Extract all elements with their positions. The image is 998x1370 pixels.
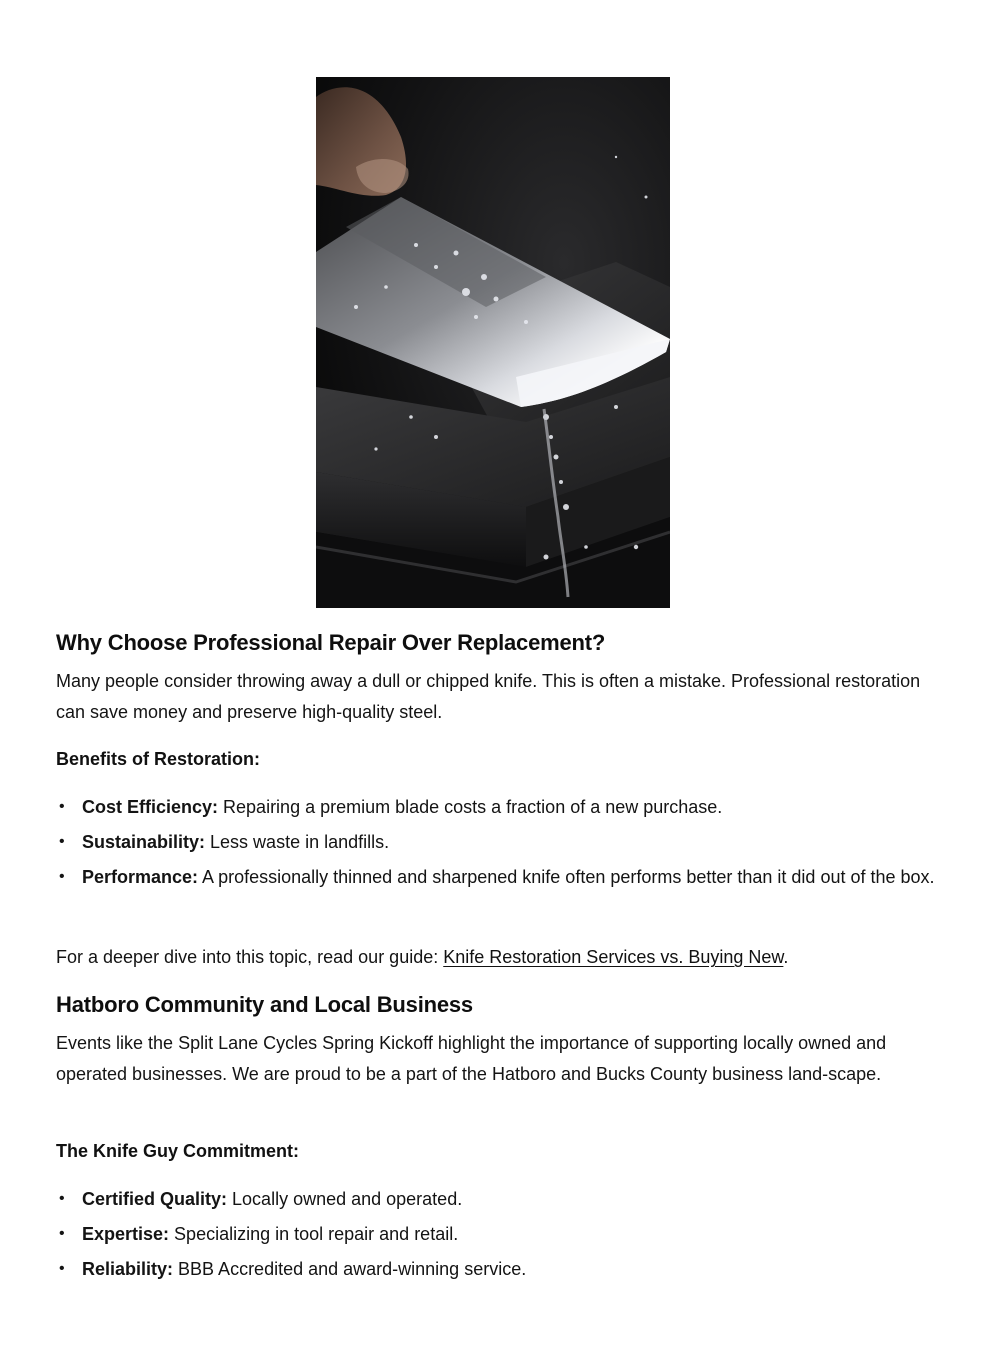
list-item-term: Sustainability: <box>82 832 206 852</box>
section-paragraph: Events like the Split Lane Cycles Spring Kickoff highlight the importance of supporting locally owned and operated businesses. We are proud to be a part of the Hatboro and Bucks County business land-scape. <box>56 1033 887 1084</box>
list-label: The Knife Guy Commitment: <box>56 1141 300 1161</box>
guide-suffix: . <box>783 947 789 967</box>
list-item <box>56 827 936 857</box>
guide-link[interactable]: Knife Restoration Services vs. Buying New <box>443 947 784 967</box>
list-item <box>56 792 936 822</box>
benefits-list <box>56 792 936 892</box>
commitment-list <box>56 1184 936 1289</box>
list-item-text: Specializing in tool repair and retail. <box>169 1224 459 1244</box>
list-item-text: Repairing a premium blade costs a fraction of a new purchase. <box>218 797 723 817</box>
section-heading: Hatboro Community and Local Business <box>56 992 473 1017</box>
list-item-text: A professionally thinned and sharpened knife often performs better than it did out of the box. <box>198 867 935 887</box>
knife-sharpening-photo <box>316 77 670 608</box>
list-item-term: Expertise: <box>82 1224 170 1244</box>
bullet-icon: • <box>59 798 65 815</box>
section-heading: Why Choose Professional Repair Over Replacement? <box>56 630 606 655</box>
list-item-text: Locally owned and operated. <box>227 1189 463 1209</box>
bullet-icon: • <box>59 1260 65 1277</box>
bullet-icon: • <box>59 833 65 850</box>
bullet-icon: • <box>59 1190 65 1207</box>
list-item <box>56 862 936 892</box>
bullet-icon: • <box>59 868 65 885</box>
list-item-term: Certified Quality: <box>82 1189 228 1209</box>
section-paragraph: Many people consider throwing away a dull or chipped knife. This is often a mistake. Professional restoration can save money and preserve high-quality steel. <box>56 671 921 722</box>
list-item <box>56 1254 936 1284</box>
list-item-term: Performance: <box>82 867 199 887</box>
list-item-text: BBB Accredited and award-winning service. <box>173 1259 527 1279</box>
guide-prefix: For a deeper dive into this topic, read our guide: <box>56 947 444 967</box>
bullet-icon: • <box>59 1225 65 1242</box>
list-item-term: Reliability: <box>82 1259 174 1279</box>
list-label: Benefits of Restoration: <box>56 749 261 769</box>
list-item-text: Less waste in landfills. <box>205 832 390 852</box>
list-item-term: Cost Efficiency: <box>82 797 219 817</box>
list-item <box>56 1184 936 1214</box>
guide-paragraph <box>56 942 936 973</box>
list-item <box>56 1219 936 1249</box>
